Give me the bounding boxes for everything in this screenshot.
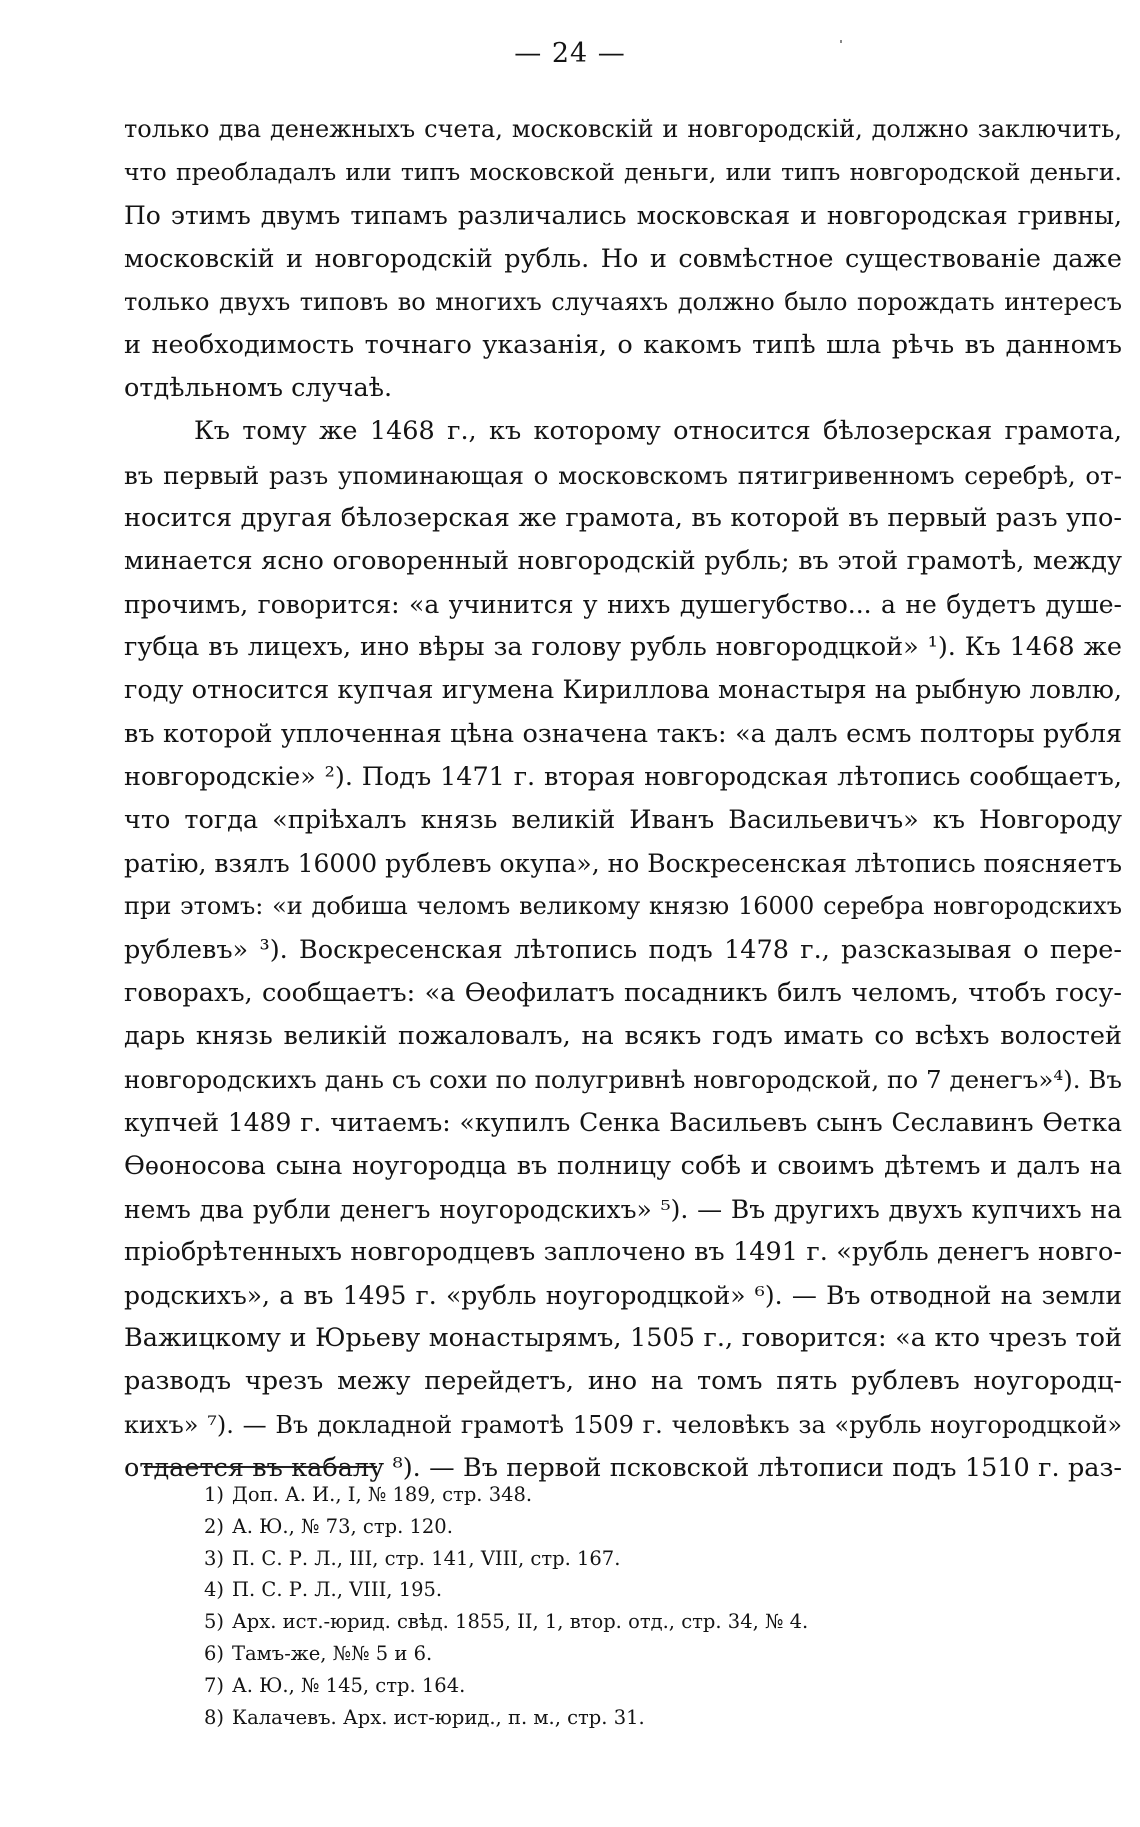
- text-line: немъ два рубли денегъ ноугородскихъ» ⁵). — Въ другихъ двухъ купчихъ на: [124, 1194, 1122, 1224]
- text-line: отдается въ кабалу ⁸). — Въ первой псковской лѣтописи подъ 1510 г. раз-: [124, 1452, 1122, 1483]
- text-line: Важицкому и Юрьеву монастырямъ, 1505 г., говорится: «а кто чрезъ той: [124, 1323, 1122, 1354]
- footnote-text: Доп. А. И., I, № 189, стр. 348.: [232, 1483, 533, 1506]
- text-line: что преобладалъ или типъ московской деньги, или типъ новгородской деньги.: [124, 158, 1122, 187]
- footnote-text: Арх. ист.-юрид. свѣд. 1855, II, 1, втор. отд., стр. 34, № 4.: [232, 1610, 809, 1634]
- text-line: рублевъ» ³). Воскресенская лѣтопись подъ 1478 г., разсказывая о пере-: [124, 934, 1122, 965]
- text-line: разводъ чрезъ межу перейдетъ, ино на томъ пять рублевъ ноугородц-: [124, 1366, 1122, 1397]
- text-line: носится другая бѣлозерская же грамота, въ которой въ первый разъ упо-: [124, 502, 1122, 533]
- footnote-number: 6): [204, 1641, 225, 1665]
- text-line: ратію, взялъ 16000 рублевъ окупа», но Воскресенская лѣтопись поясняетъ: [124, 849, 1122, 879]
- footnote-separator: [144, 1466, 377, 1468]
- text-line: только двухъ типовъ во многихъ случаяхъ должно было порождать интересъ: [124, 287, 1122, 316]
- page-number: — 24 —: [514, 38, 626, 69]
- footnote-text: А. Ю., № 73, стр. 120.: [232, 1514, 453, 1538]
- footnote: [204, 1574, 1084, 1606]
- text-line: и необходимость точнаго указанія, о какомъ типѣ шла рѣчь въ данномъ: [124, 329, 1122, 360]
- text-line: пріобрѣтенныхъ новгородцевъ заплочено въ 1491 г. «рубль денегъ новго-: [124, 1236, 1122, 1267]
- footnote-number: 5): [204, 1610, 225, 1634]
- footnote: [204, 1606, 1084, 1638]
- text-line: губца въ лицехъ, ино вѣры за голову рубль новгородцкой» ¹). Къ 1468 же: [124, 632, 1122, 663]
- text-line: въ которой уплоченная цѣна означена такъ: «а далъ есмъ полторы рубля: [124, 718, 1122, 749]
- text-line: По этимъ двумъ типамъ различались московская и новгородская гривны,: [124, 201, 1122, 231]
- text-line: при этомъ: «и добиша челомъ великому князю 16000 серебра новгородскихъ: [124, 892, 1122, 921]
- text-line: новгородскихъ дань съ сохи по полугривнѣ новгородской, по 7 денегъ»⁴). Въ: [124, 1065, 1122, 1095]
- footnote-number: 4): [204, 1578, 225, 1602]
- footnote: [204, 1638, 1084, 1670]
- main-text: [124, 108, 1122, 1490]
- text-line: минается ясно оговоренный новгородскій рубль; въ этой грамотѣ, между: [124, 545, 1122, 576]
- footnote-number: 2): [204, 1514, 225, 1538]
- text-line: только два денежныхъ счета, московскій и новгородскій, должно заключить,: [124, 115, 1122, 143]
- text-line: купчей 1489 г. читаемъ: «купилъ Сенка Васильевъ сынъ Сеславинъ Ѳетка: [124, 1108, 1122, 1138]
- text-line: дарь князь великій пожаловалъ, на всякъ годъ имать со всѣхъ волостей: [124, 1020, 1122, 1051]
- text-line: Ѳѳоносова сына ноугородца въ полницу собѣ и своимъ дѣтемъ и далъ на: [124, 1150, 1122, 1181]
- footnote: [204, 1479, 1084, 1511]
- text-line: Къ тому же 1468 г., къ которому относится бѣлозерская грамота,: [194, 416, 1122, 447]
- footnote: [204, 1543, 1084, 1575]
- text-line: родскихъ», а въ 1495 г. «рубль ноугородцкой» ⁶). — Въ отводной на земли: [124, 1281, 1122, 1311]
- footnote-number: 7): [204, 1673, 225, 1697]
- footnote-text: А. Ю., № 145, стр. 164.: [232, 1673, 466, 1697]
- text-line: отдѣльномъ случаѣ.: [124, 373, 393, 404]
- text-line: говорахъ, сообщаетъ: «а Ѳеофилатъ посадникъ билъ челомъ, чтобъ госу-: [124, 977, 1122, 1008]
- footnote-number: 3): [204, 1546, 225, 1570]
- footnotes: [204, 1479, 1084, 1733]
- footnote: [204, 1670, 1084, 1702]
- text-line: московскій и новгородскій рубль. Но и совмѣстное существованіе даже: [124, 243, 1122, 274]
- text-line: новгородскіе» ²). Подъ 1471 г. вторая новгородская лѣтопись сообщаетъ,: [124, 761, 1122, 792]
- footnote: [204, 1511, 1084, 1543]
- footnote-text: П. С. Р. Л., III, стр. 141, VIII, стр. 167.: [232, 1546, 621, 1570]
- text-line: что тогда «пріѣхалъ князь великій Иванъ Васильевичъ» къ Новгороду: [124, 805, 1122, 835]
- footnote-text: П. С. Р. Л., VIII, 195.: [232, 1578, 443, 1602]
- footnote-number: 8): [204, 1705, 225, 1729]
- footnote-text: Тамъ-же, №№ 5 и 6.: [232, 1641, 433, 1665]
- paper-speck: [840, 40, 842, 43]
- footnote-text: Калачевъ. Арх. ист-юрид., п. м., стр. 31.: [232, 1705, 645, 1729]
- text-line: кихъ» ⁷). — Въ докладной грамотѣ 1509 г. человѣкъ за «рубль ноугородцкой»: [124, 1410, 1122, 1439]
- text-line: году относится купчая игумена Кириллова монастыря на рыбную ловлю,: [124, 675, 1122, 706]
- footnote: [204, 1702, 1084, 1734]
- text-line: прочимъ, говорится: «а учинится у нихъ душегубство... а не будетъ душе-: [124, 590, 1122, 620]
- footnote-number: 1): [204, 1483, 225, 1506]
- text-line: въ первый разъ упоминающая о московскомъ пятигривенномъ серебрѣ, от-: [124, 460, 1122, 490]
